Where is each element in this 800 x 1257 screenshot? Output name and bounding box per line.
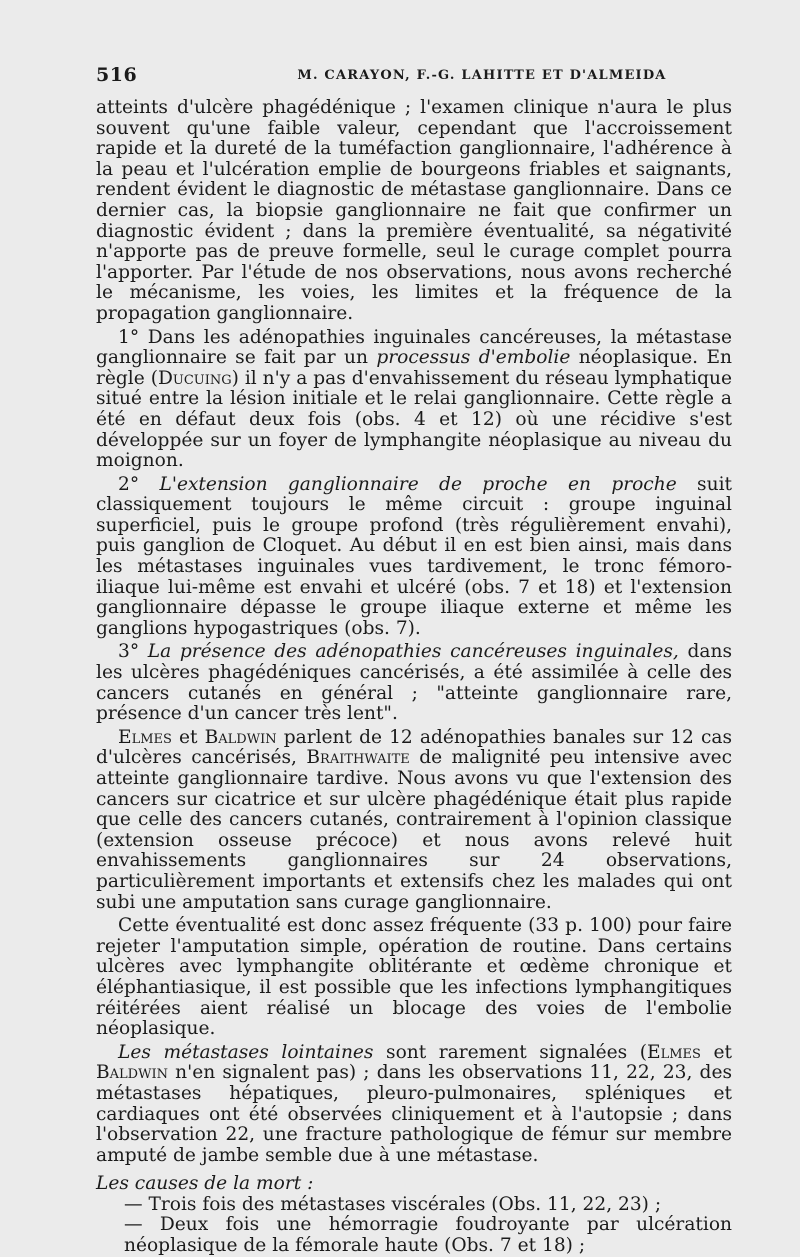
- paragraph-intro: atteints d'ulcère phagédénique ; l'examen clinique n'aura le plus souvent qu'une faible valeur, cependant que l'accroissement rapide et la dureté de la tuméfaction ganglionnaire, l'adhérence à la peau et l'ulcération emplie de bourgeons friables et saignants, rendent évident le diagnostic de métastase ganglionnaire. Dans ce dernier cas, la biopsie ganglionnaire ne fait que confirmer un diagnostic évident ; dans la première éventualité, sa négativité n'apporte pas de preuve formelle, seul le curage complet pourra l'apporter. Par l'étude de nos observations, nous avons recherché le mécanisme, les voies, les limites et la fréquence de la propagation ganglionnaire.: [96, 97, 732, 324]
- emphasis: processus d'embolie: [376, 347, 571, 369]
- author-name: Ducuing: [157, 367, 232, 389]
- emphasis: L'extension ganglionnaire de proche en proche: [159, 473, 677, 495]
- causes-heading: Les causes de la mort :: [96, 1173, 314, 1195]
- cause-item: — Trois fois des métastases viscérales (Obs. 11, 22, 23) ;: [124, 1193, 662, 1215]
- body-text: [96, 98, 732, 1257]
- author-name: Baldwin: [204, 726, 277, 748]
- paragraph-frequency: Cette éventualité est donc assez fréquente (33 p. 100) pour faire rejeter l'amputation simple, opération de routine. Dans certains ulcères avec lymphangite oblitérante et œdème chronique et éléphantiasique, il est possible que les infections lymphangitiques réitérées aient réalisé un blocage des voies de l'embolie néoplasique.: [96, 915, 732, 1040]
- author-name: Elmes: [118, 726, 172, 748]
- paragraph-distant-metastases: Les métastases lointaines sont rarement signalées (Elmes et Baldwin n'en signalent pas) ; dans les observations 11, 22, 23, des métastases hépatiques, pleuro-pulmonaires, spléniques et cardiaques ont été observées cliniquement et à l'autopsie ; dans l'observation 22, une fracture pathologique de fémur sur membre amputé de jambe semble due à une métastase.: [96, 1041, 732, 1166]
- point-number: 3°: [118, 641, 140, 663]
- author-name: Elmes: [647, 1041, 701, 1063]
- author-name: Baldwin: [96, 1062, 168, 1084]
- emphasis: La présence des adénopathies cancéreuses inguinales,: [147, 641, 679, 663]
- paragraph-point-1: 1° Dans les adénopathies inguinales cancéreuses, la métastase ganglionnaire se fait par un processus d'embolie néoplasique. En règle (Ducuing) il n'y a pas d'envahissement du réseau lymphatique situé entre la lésion initiale et le relai ganglionnaire. Cette règle a été en défaut deux fois (obs. 4 et 12) où une récidive s'est développée sur un foyer de lymphangite néoplasique au niveau du moignon.: [96, 326, 732, 472]
- cause-item: — Deux fois une hémorragie foudroyante par ulcération néoplasique de la fémorale haute (Obs. 7 et 18) ;: [124, 1214, 732, 1257]
- point-number: 2°: [118, 473, 140, 495]
- paragraph-point-2: 2° L'extension ganglionnaire de proche en proche suit classiquement toujours le même circuit : groupe inguinal superficiel, puis le groupe profond (très régulièrement envahi), puis ganglion de Cloquet. Au début il en est bien ainsi, mais dans les métastases inguinales vues tardivement, le tronc fémoro-iliaque lui-même est envahi et ulcéré (obs. 7 et 18) et l'extension ganglionnaire dépasse le groupe iliaque externe et même les ganglions hypogastriques (obs. 7).: [96, 473, 732, 639]
- page-header: [96, 64, 732, 88]
- paragraph-elmes-baldwin: Elmes et Baldwin parlent de 12 adénopathies banales sur 12 cas d'ulcères cancérisés, Braithwaite de malignité peu intensive avec atteinte ganglionnaire tardive. Nous avons vu que l'extension des cancers sur cicatrice et sur ulcère phagédénique était plus rapide que celle des cancers cutanés, contrairement à l'opinion classique (extension osseuse précoce) et nous avons relevé huit envahissements ganglionnaires sur 24 observations, particulièrement importants et extensifs chez les malades qui ont subi une amputation sans curage ganglionnaire.: [96, 726, 732, 913]
- page-number: 516: [96, 64, 138, 86]
- running-head: M. CARAYON, F.-G. LAHITTE ET D'ALMEIDA: [297, 68, 667, 83]
- author-name: Braithwaite: [306, 747, 410, 769]
- point-number: 1°: [118, 326, 140, 348]
- paragraph-point-3: 3° La présence des adénopathies cancéreuses inguinales, dans les ulcères phagédéniques cancérisés, a été assimilée à celle des cancers cutanés en général ; "atteinte ganglionnaire rare, présence d'un cancer très lent".: [96, 641, 732, 725]
- emphasis: Les métastases lointaines: [118, 1041, 374, 1063]
